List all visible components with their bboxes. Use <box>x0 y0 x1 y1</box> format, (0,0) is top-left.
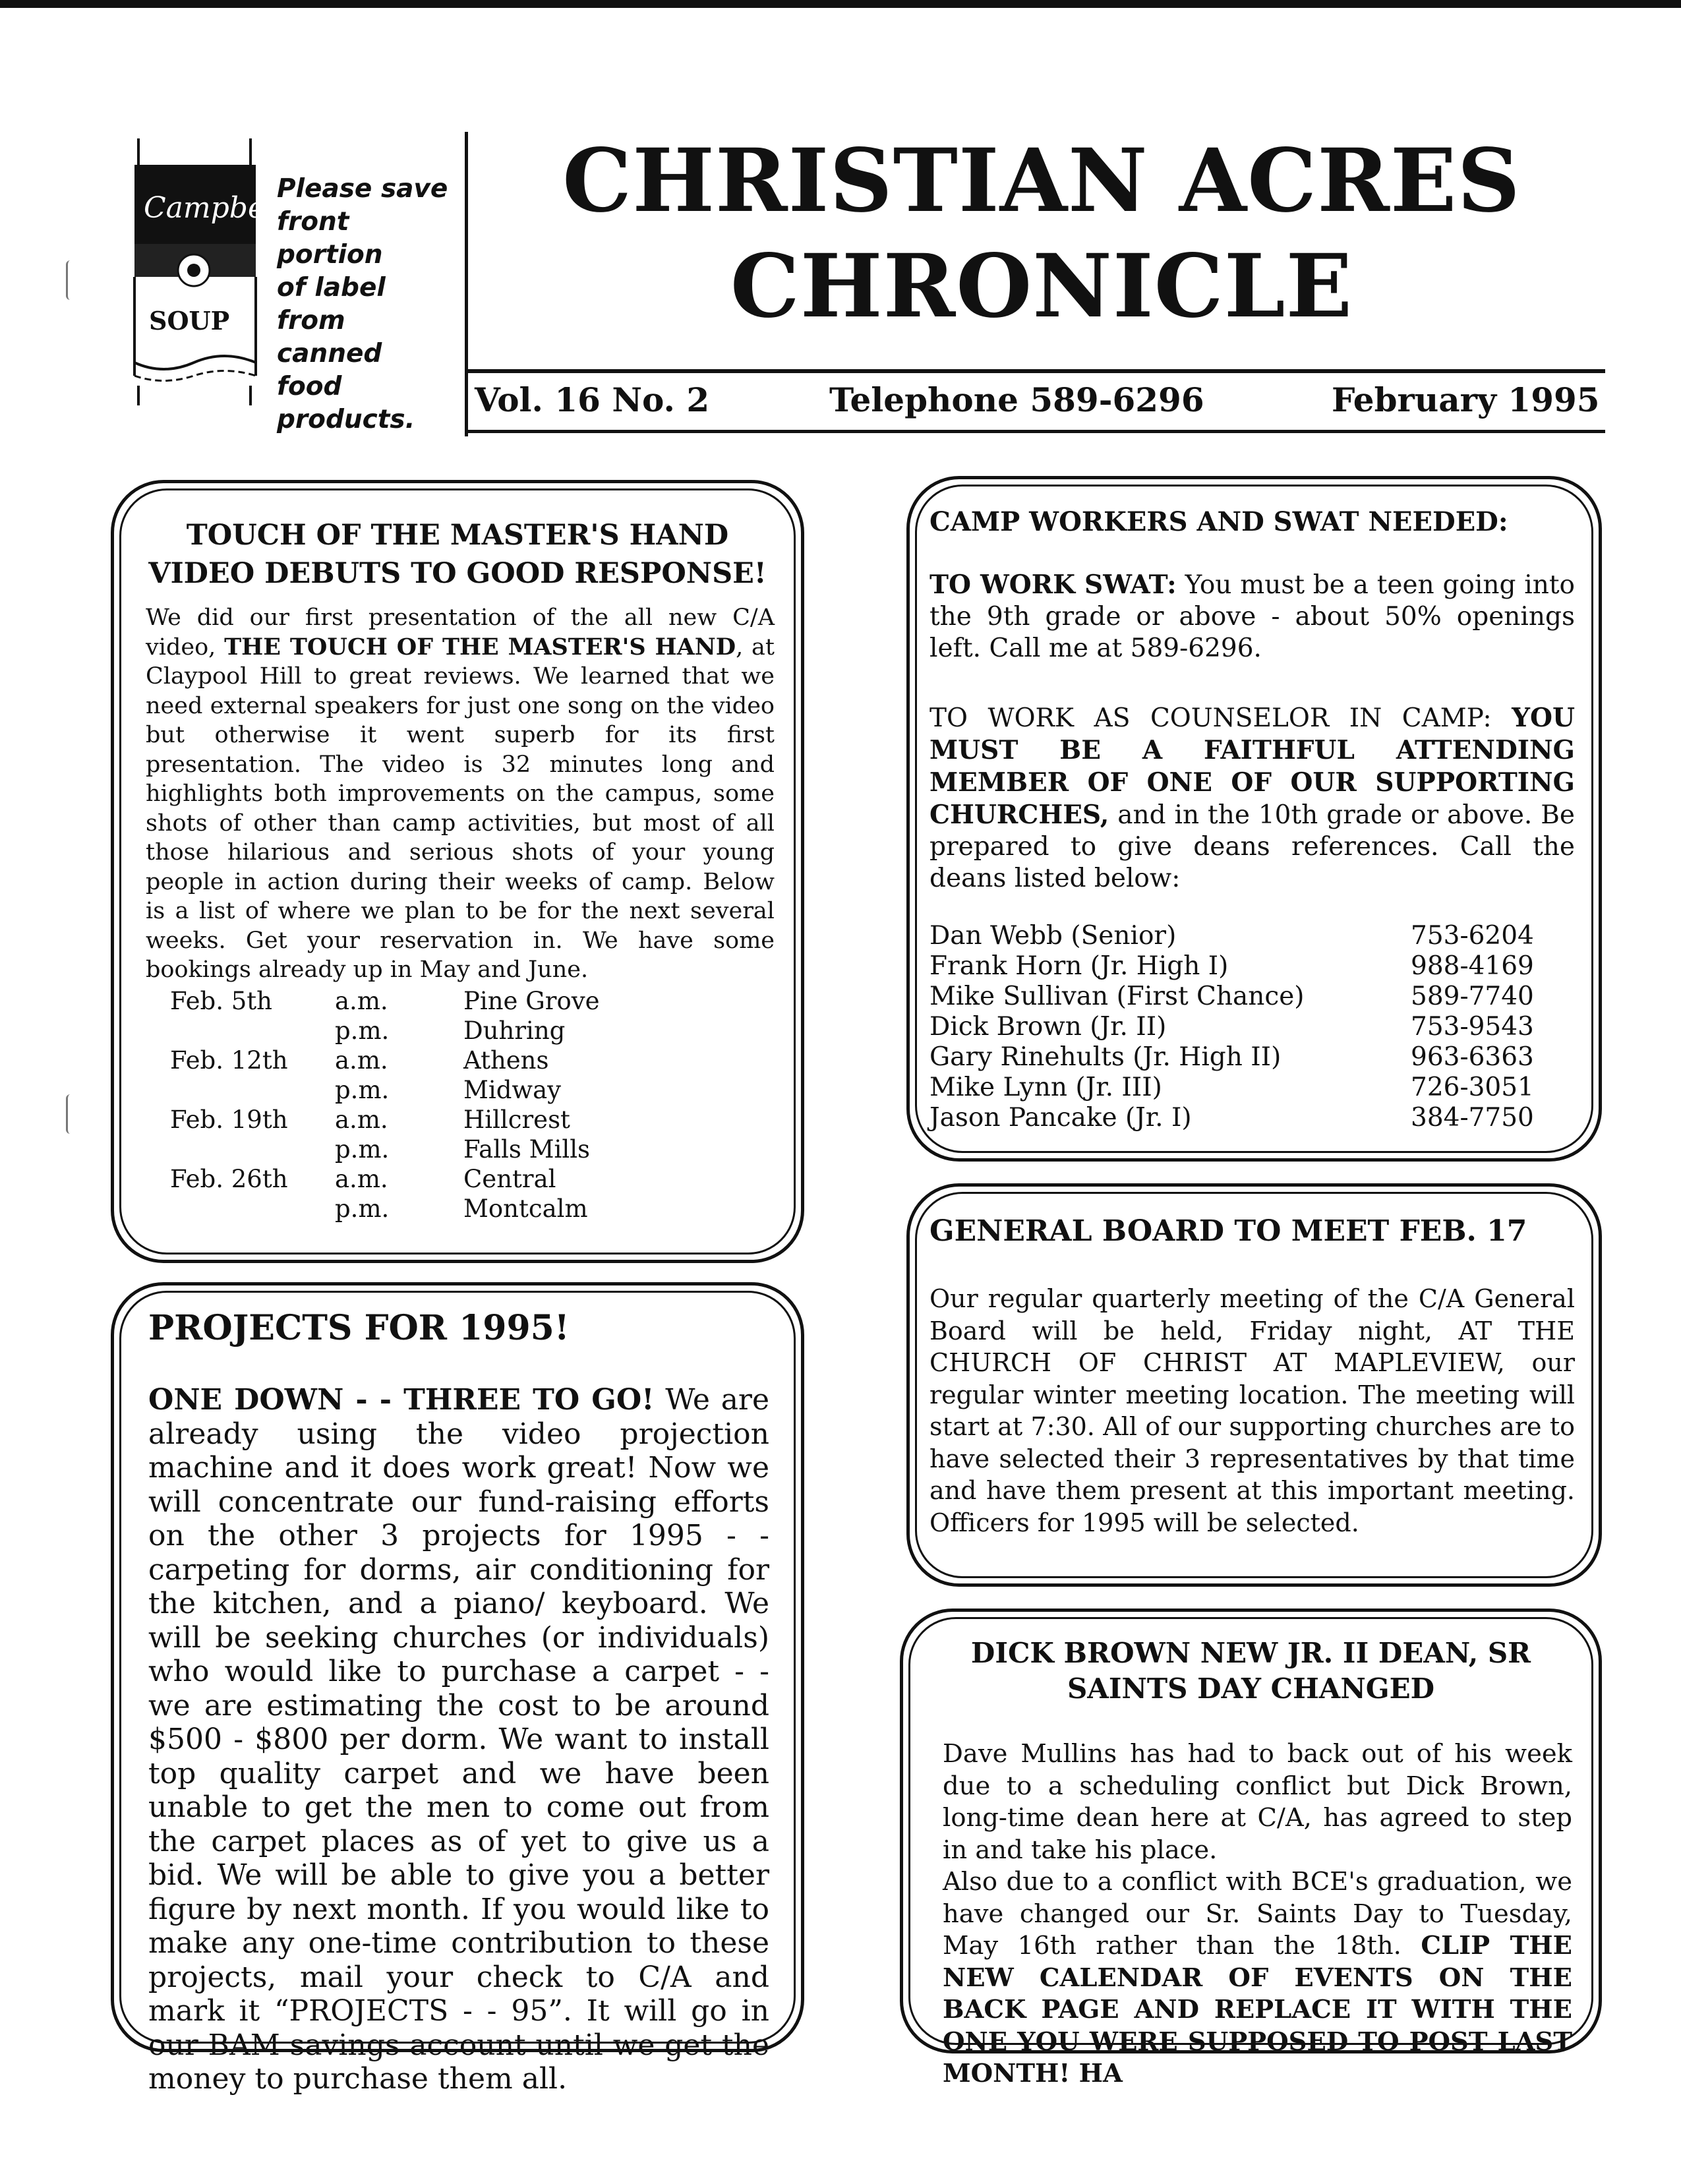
projects-body-text: We are already using the video projection machine and it does work great! Now we will concentrate our fund-raising efforts on the other 3 projects for 1995 - - carpeting for dorms, air conditioning for the kitchen, and a piano/ keyboard. We will be seeking churches (or individuals) who would like to purchase a carpet - - we are estimating the cost to be around $500 - $800 per dorm. We want to install top quality carpet and we have been unable to get the men to come out from the carpet places as of yet to give us a bid. We will be able to give you a better figure by next month. If you would like to make any one-time contribution to these projects, mail your check to C/A and mark it “PROJECTS - - 95”. It will go in our BAM savings account until we get the money to purchase them all. <box>148 1383 769 2096</box>
video-heading-line: TOUCH OF THE MASTER'S HAND <box>186 519 729 552</box>
video-title-mention: THE TOUCH OF THE MASTER'S HAND <box>224 633 736 661</box>
counselor-paragraph <box>929 702 1575 895</box>
save-note-line: of label from <box>277 273 386 336</box>
counselor-lead: TO WORK AS COUNSELOR IN CAMP: <box>929 703 1512 733</box>
projects-body <box>148 1383 769 2096</box>
video-heading <box>134 516 781 593</box>
scan-mark <box>66 1094 74 1134</box>
masthead-rule <box>465 430 1605 433</box>
schedule-row: p.m. Falls Mills <box>335 1135 591 1164</box>
swat-body: You must be a teen going into the 9th grade or above - about 50% openings left. Call me at 589-6296. <box>929 570 1576 663</box>
video-schedule <box>170 986 697 1224</box>
dean-row: Mike Sullivan (First Chance) 589-7740 <box>929 982 1534 1011</box>
volume-number: Vol. 16 No. 2 <box>475 380 710 419</box>
projects-lead: ONE DOWN - - THREE TO GO! <box>148 1383 655 1417</box>
dean-row: Mike Lynn (Jr. III) 726-3051 <box>929 1073 1534 1102</box>
general-board-article <box>906 1183 1602 1587</box>
video-body <box>146 603 775 985</box>
save-note-line: products. <box>277 405 415 434</box>
soup-can-icon <box>131 138 307 405</box>
counselor-requirement: YOU MUST BE A FAITHFUL ATTENDING MEMBER OF ONE OF OUR SUPPORTING CHURCHES, <box>929 703 1575 830</box>
page-top-border <box>0 0 1681 8</box>
projects-heading: PROJECTS FOR 1995! <box>148 1308 570 1348</box>
dean-row: Dick Brown (Jr. II) 753-9543 <box>929 1012 1534 1042</box>
dean-change-article <box>900 1608 1602 2088</box>
video-heading-line: VIDEO DEBUTS TO GOOD RESPONSE! <box>148 557 767 590</box>
scan-mark <box>66 260 74 300</box>
swat-lead: TO WORK SWAT: <box>929 570 1177 600</box>
projects-article <box>111 1282 804 2096</box>
telephone-number: Telephone 589-6296 <box>829 380 1204 419</box>
title-line: CHRONICLE <box>730 235 1353 338</box>
schedule-row: p.m. Duhring <box>335 1017 566 1045</box>
video-body-intro: We did our first presentation of the all new C/A video, <box>146 605 775 661</box>
dean-row: Dan Webb (Senior) 753-6204 <box>929 921 1534 951</box>
masthead-divider <box>465 132 468 436</box>
dean-row: Frank Horn (Jr. High I) 988-4169 <box>929 951 1534 981</box>
board-body: Our regular quarterly meeting of the C/A General Board will be held, Friday night, AT THE CHURCH OF CHRIST AT MAPLEVIEW, our regular winter meeting location. The meeting will start at 7:30. All of our supporting churches are to have selected their 3 representatives by that time and have them present at this important meeting. Officers for 1995 will be selected. <box>929 1284 1575 1537</box>
camp-workers-article <box>906 476 1602 1162</box>
calendar-notice: CLIP THE NEW CALENDAR OF EVENTS ON THE BACK PAGE AND REPLACE IT WITH THE ONE YOU WERE SUPPOSED TO POST LAST MONTH! HA <box>943 1931 1572 2088</box>
dean-heading <box>929 1636 1572 1707</box>
svg-text:SOUP: SOUP <box>149 306 230 336</box>
schedule-row: Feb. 5th a.m. Pine Grove <box>170 987 600 1015</box>
dean-row: Jason Pancake (Jr. I) 384-7750 <box>929 1103 1534 1133</box>
svg-text:Campbell's: Campbell's <box>144 191 307 225</box>
video-article <box>111 480 804 1263</box>
schedule-row: p.m. Midway <box>335 1076 562 1104</box>
counselor-body: and in the 10th grade or above. Be prepared to give deans references. Call the deans listed below: <box>929 800 1575 893</box>
save-note-line: Please save <box>277 174 448 204</box>
newsletter-title <box>501 129 1582 339</box>
label-save-note <box>277 173 455 436</box>
schedule-row: Feb. 19th a.m. Hillcrest <box>170 1106 570 1134</box>
dean-heading-line: SAINTS DAY CHANGED <box>1067 1672 1435 1705</box>
dean-paragraph-1: Dave Mullins has had to back out of his week due to a scheduling conflict but Dick Brown, long-time dean here at C/A, has agreed to step in and take his place. <box>943 1739 1572 1865</box>
issue-date: February 1995 <box>1332 380 1600 419</box>
dean-paragraph-2: Also due to a conflict with BCE's graduation, we have changed our Sr. Saints Day to Tuesday, May 16th rather than the 18th. <box>943 1867 1572 1961</box>
save-note-line: front portion <box>277 207 383 270</box>
schedule-row: p.m. Montcalm <box>335 1195 588 1223</box>
dean-heading-line: DICK BROWN NEW JR. II DEAN, SR <box>970 1637 1531 1669</box>
swat-paragraph <box>929 569 1575 664</box>
masthead-rule <box>465 369 1605 373</box>
board-heading: GENERAL BOARD TO MEET FEB. 17 <box>929 1214 1527 1248</box>
title-line: CHRISTIAN ACRES <box>562 130 1521 232</box>
schedule-row: Feb. 26th a.m. Central <box>170 1165 556 1193</box>
camp-heading: CAMP WORKERS AND SWAT NEEDED: <box>929 506 1508 537</box>
deans-list <box>929 921 1559 1133</box>
schedule-row: Feb. 12th a.m. Athens <box>170 1046 549 1075</box>
dean-body <box>943 1738 1572 2090</box>
dean-row: Gary Rinehults (Jr. High II) 963-6363 <box>929 1042 1534 1072</box>
video-body-text: , at Claypool Hill to great reviews. We learned that we need external speakers for just one song on the video but otherwise it went superb for its first presentation. The video is 32 minutes long and highlights both improvements on the campus, some shots of other than camp activities, but most of all those hilarious and serious shots of your young people in action during their weeks of camp. Below is a list of where we plan to be for the next several weeks. Get your reservation in. We have some bookings already up in May and June. <box>146 634 775 983</box>
save-note-line: canned food <box>277 339 382 401</box>
